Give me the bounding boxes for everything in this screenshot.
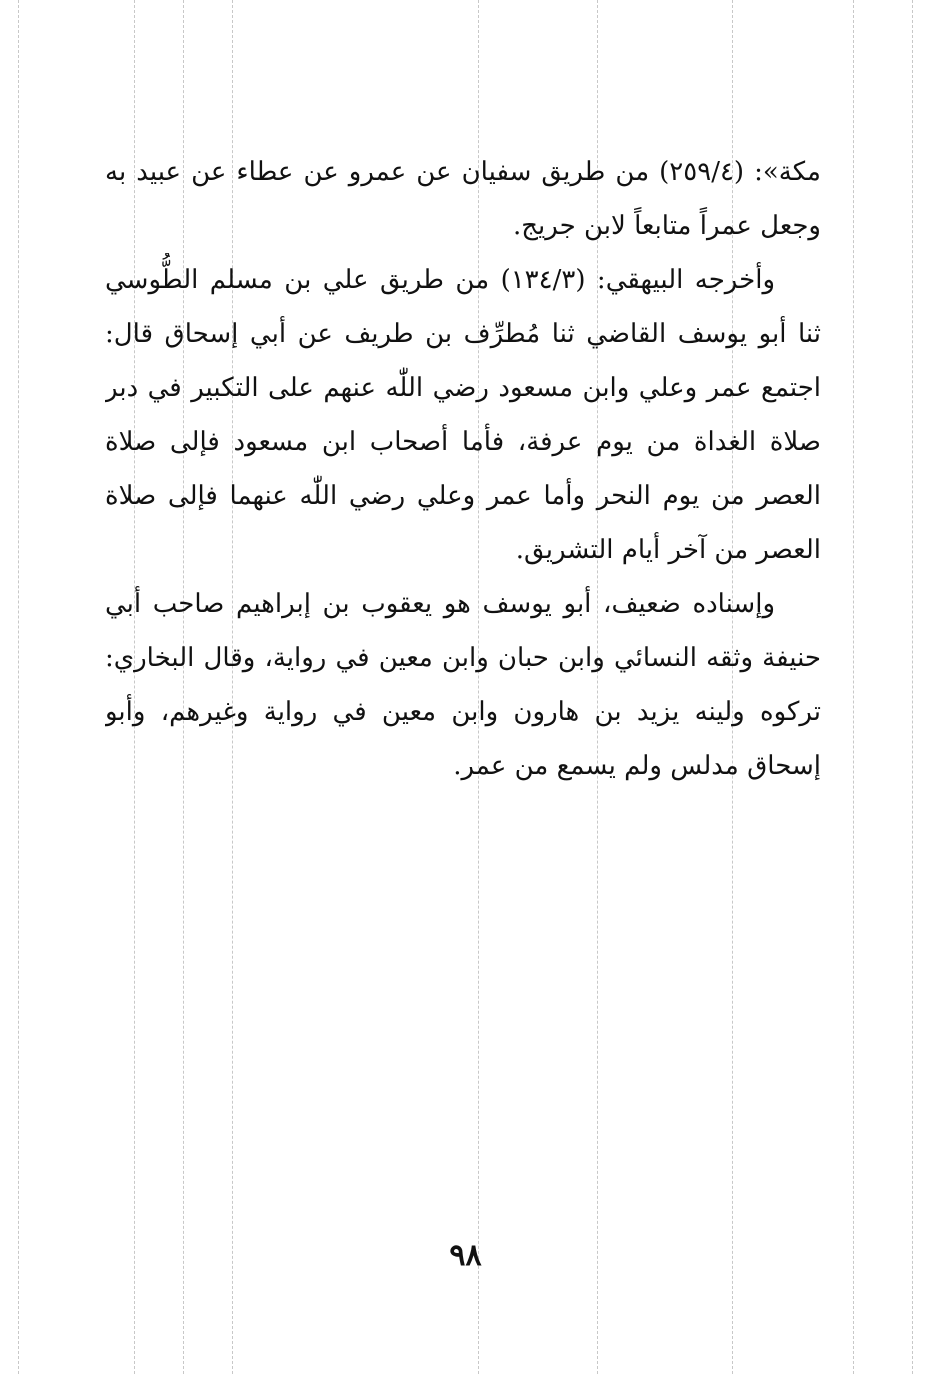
text-line: وإسناده ضعيف، أبو يوسف هو يعقوب بن إبراهيم صاحب أبي [105,589,775,619]
page-number: ٩٨ [449,1238,482,1273]
text-line: اجتمع عمر وعلي وابن مسعود رضي اللّٰه عنهم على التكبير في دبر [105,373,821,403]
text-line: وجعل عمراً متابعاً لابن جريج. [513,211,821,241]
text-line: وأخرجه البيهقي: (١٣٤/٣) من طريق علي بن مسلم الطُّوسي [105,265,775,295]
text-line: إسحاق مدلس ولم يسمع من عمر. [453,751,821,781]
text-line: تركوه ولينه يزيد بن هارون وابن معين في رواية وغيرهم، وأبو [105,697,821,727]
scan-guide-line [18,0,19,1374]
text-line: صلاة الغداة من يوم عرفة، فأما أصحاب ابن مسعود فإلى صلاة [105,427,821,457]
scan-guide-line [912,0,913,1374]
paragraph-3 [105,577,821,793]
body-text [105,145,821,793]
text-line: العصر من يوم النحر وأما عمر وعلي رضي اللّٰه عنهما فإلى صلاة [105,481,821,511]
text-line: العصر من آخر أيام التشريق. [515,535,821,565]
text-line: مكة»: (٢٥٩/٤) من طريق سفيان عن عمرو عن عطاء عن عبيد به [105,157,821,187]
paragraph-1 [105,145,821,253]
text-line: حنيفة وثقه النسائي وابن حبان وابن معين في رواية، وقال البخاري: [105,643,821,673]
paragraph-2 [105,253,821,577]
text-line: ثنا أبو يوسف القاضي ثنا مُطرِّف بن طريف عن أبي إسحاق قال: [105,319,821,349]
scan-guide-line [853,0,854,1374]
